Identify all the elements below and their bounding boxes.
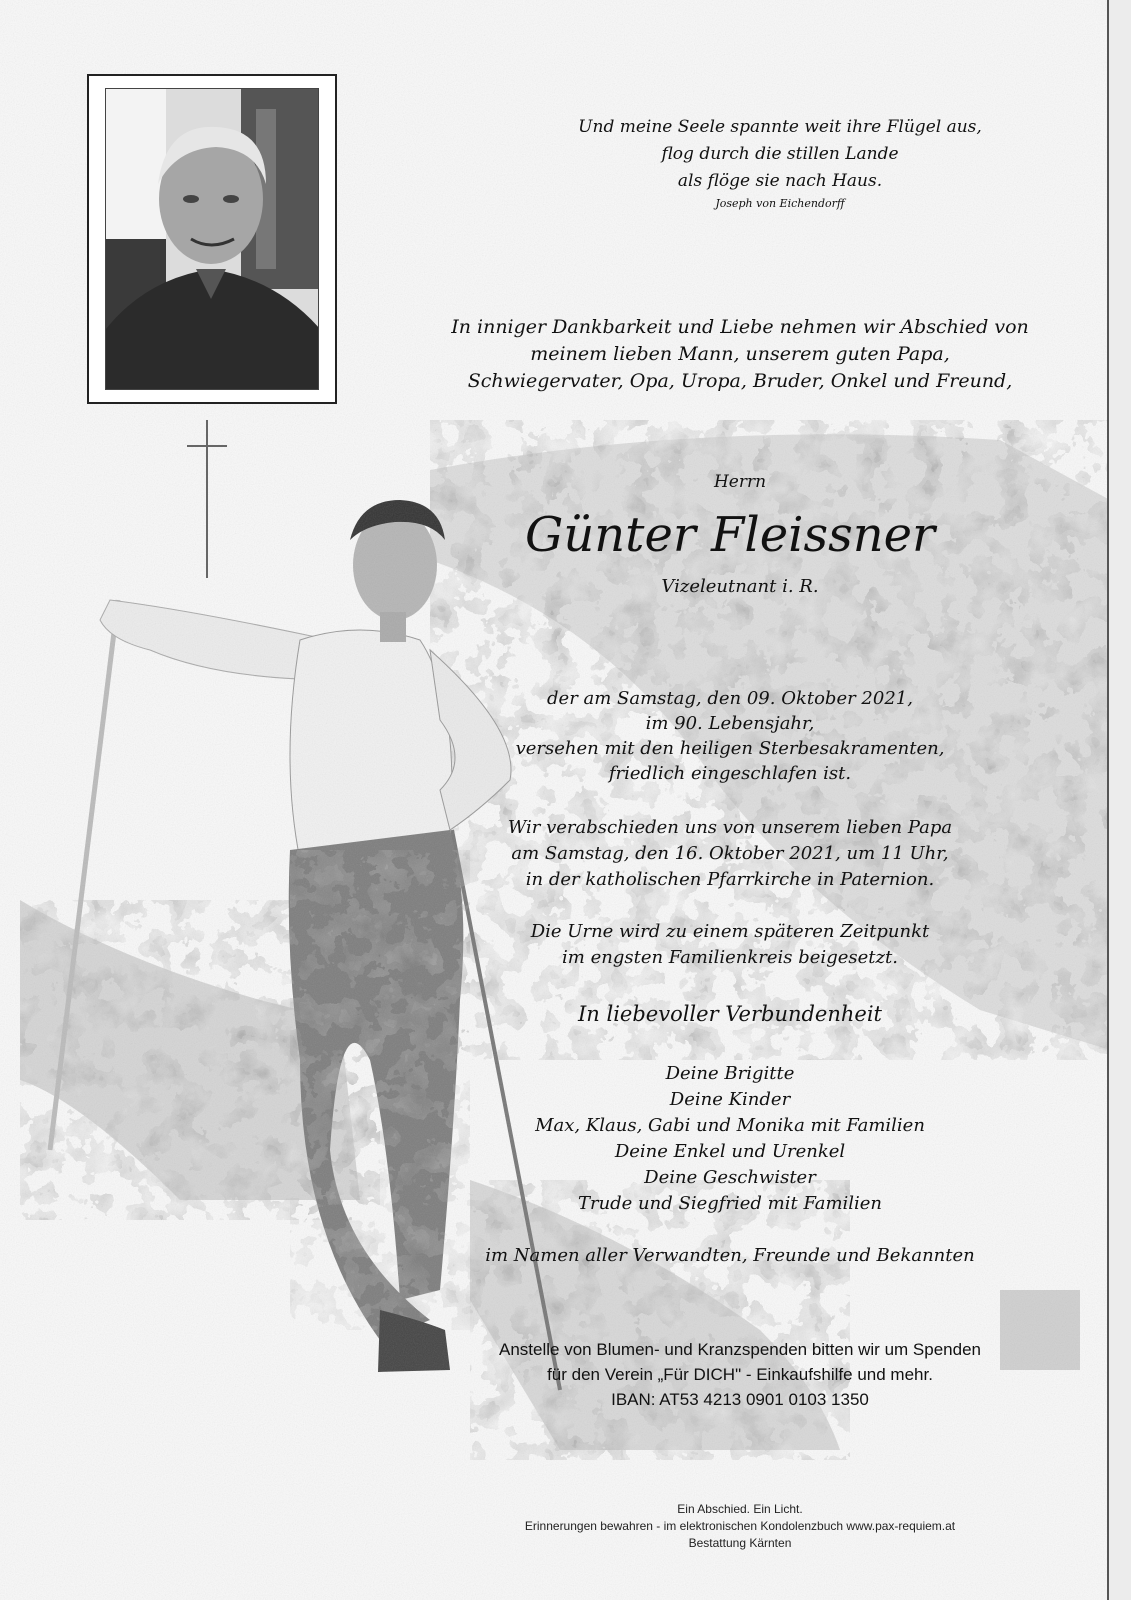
affection-heading: In liebevoller Verbundenheit [577, 1002, 882, 1026]
footer-funeral-home: Bestattung Kärnten [688, 1536, 792, 1550]
cross-icon [185, 420, 230, 580]
farewell-line: in der katholischen Pfarrkirche in Paternion. [525, 869, 935, 890]
family-list [460, 1061, 1000, 1217]
family-line: Deine Kinder [669, 1089, 791, 1110]
donation-notice [450, 1337, 1030, 1412]
urn-line: Die Urne wird zu einem späteren Zeitpunkt [530, 921, 930, 942]
quote-line: als flöge sie nach Haus. [677, 171, 883, 191]
family-line: Max, Klaus, Gabi und Monika mit Familien [535, 1115, 925, 1136]
portrait-image [106, 89, 319, 390]
death-line: der am Samstag, den 09. Oktober 2021, [547, 688, 913, 709]
deceased-name: Günter Fleissner [524, 507, 935, 563]
footer-slogan: Ein Abschied. Ein Licht. [677, 1502, 803, 1516]
quote-author: Joseph von Eichendorff [715, 197, 845, 210]
farewell-notice [460, 815, 1000, 893]
salutation: Herrn [713, 472, 767, 492]
quote-block [560, 114, 1000, 213]
donation-line: für den Verein „Für DICH" - Einkaufshilfe und mehr. [547, 1365, 933, 1384]
family-line: Deine Brigitte [665, 1063, 795, 1084]
intro-block [440, 314, 1040, 395]
death-line: friedlich eingeschlafen ist. [608, 763, 852, 784]
donation-iban: IBAN: AT53 4213 0901 0103 1350 [611, 1390, 869, 1409]
intro-line: Schwiegervater, Opa, Uropa, Bruder, Onkel und Freund, [467, 370, 1013, 392]
quote-line: Und meine Seele spannte weit ihre Flügel aus, [578, 117, 982, 137]
family-line: Trude und Siegfried mit Familien [577, 1193, 883, 1214]
death-notice [460, 686, 1000, 786]
footer [450, 1501, 1030, 1552]
family-line: Deine Geschwister [644, 1167, 816, 1188]
scan-margin [1109, 0, 1131, 1600]
scan-edge-line [1107, 0, 1109, 1600]
deceased-rank: Vizeleutnant i. R. [661, 576, 819, 597]
family-line: Deine Enkel und Urenkel [614, 1141, 846, 1162]
portrait-frame [87, 74, 337, 404]
donation-line: Anstelle von Blumen- und Kranzspenden bitten wir um Spenden [499, 1340, 981, 1359]
intro-line: In inniger Dankbarkeit und Liebe nehmen wir Abschied von [451, 316, 1029, 338]
farewell-line: am Samstag, den 16. Oktober 2021, um 11 Uhr, [511, 843, 949, 864]
death-line: versehen mit den heiligen Sterbesakramenten, [515, 738, 945, 759]
quote-line: flog durch die stillen Lande [661, 144, 899, 164]
relatives-line: im Namen aller Verwandten, Freunde und Bekannten [485, 1245, 975, 1266]
intro-line: meinem lieben Mann, unserem guten Papa, [530, 343, 950, 365]
portrait-photo [105, 88, 319, 390]
footer-condolence-link: Erinnerungen bewahren - im elektronischen Kondolenzbuch www.pax-requiem.at [524, 1519, 956, 1533]
urn-line: im engsten Familienkreis beigesetzt. [562, 947, 898, 968]
farewell-line: Wir verabschieden uns von unserem lieben Papa [507, 817, 953, 838]
urn-notice [460, 919, 1000, 971]
death-line: im 90. Lebensjahr, [645, 713, 815, 734]
